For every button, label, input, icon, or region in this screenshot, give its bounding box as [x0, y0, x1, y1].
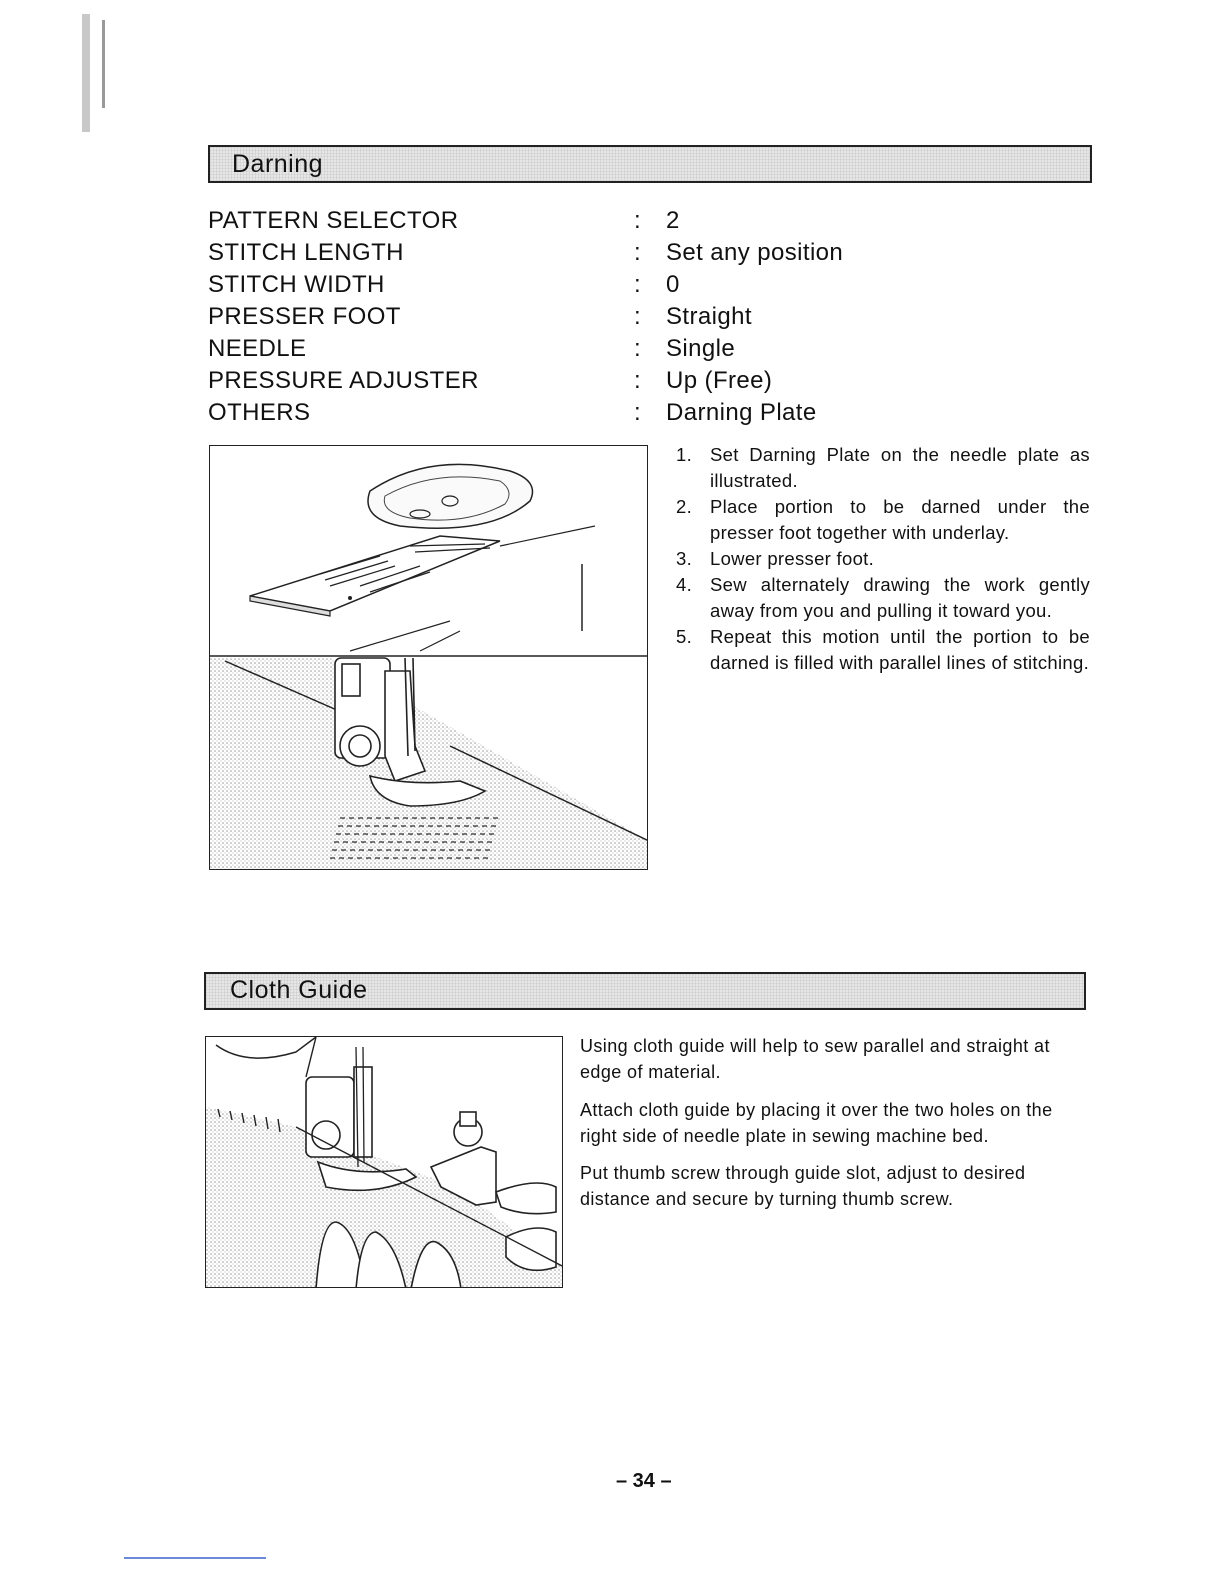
- darning-illustration: [209, 445, 648, 870]
- setting-colon: :: [634, 399, 642, 426]
- setting-colon: :: [634, 239, 642, 266]
- setting-colon: :: [634, 207, 642, 234]
- step-text: Set Darning Plate on the needle plate as illustrated.: [710, 444, 1090, 491]
- setting-colon: :: [634, 303, 642, 330]
- cloth-guide-illustration: [205, 1036, 563, 1288]
- page-number: – 34 –: [616, 1470, 672, 1492]
- cloth-guide-section-header: [204, 972, 1086, 1010]
- setting-value: Set any position: [666, 239, 844, 266]
- list-item: [676, 546, 1090, 572]
- step-number: 2.: [676, 496, 693, 517]
- scan-edge-mark: [82, 14, 90, 132]
- setting-row-others: [208, 397, 1068, 429]
- setting-colon: :: [634, 271, 642, 298]
- list-item: [676, 624, 1090, 676]
- list-item: [676, 572, 1090, 624]
- step-text: Place portion to be darned under the presser foot together with underlay.: [710, 496, 1090, 543]
- setting-label: PRESSER FOOT: [208, 303, 401, 330]
- setting-row-presser-foot: [208, 301, 1068, 333]
- cloth-guide-title: Cloth Guide: [230, 976, 368, 1004]
- setting-label: OTHERS: [208, 399, 311, 426]
- step-number: 5.: [676, 626, 693, 647]
- setting-label: PATTERN SELECTOR: [208, 207, 459, 234]
- setting-value: Straight: [666, 303, 752, 330]
- setting-row-stitch-width: [208, 269, 1068, 301]
- cloth-guide-paragraph: Put thumb screw through guide slot, adjust to desired distance and secure by turning thumb screw.: [580, 1163, 1026, 1209]
- step-number: 1.: [676, 444, 693, 465]
- bottom-rule: [124, 1557, 266, 1559]
- setting-label: STITCH LENGTH: [208, 239, 404, 266]
- setting-value: 2: [666, 207, 680, 234]
- setting-label: STITCH WIDTH: [208, 271, 385, 298]
- cloth-guide-paragraph: Attach cloth guide by placing it over the two holes on the right side of needle plate in sewing machine bed.: [580, 1100, 1053, 1146]
- setting-colon: :: [634, 367, 642, 394]
- setting-value: Darning Plate: [666, 399, 817, 426]
- setting-row-pattern-selector: [208, 205, 1068, 237]
- setting-row-needle: [208, 333, 1068, 365]
- list-item: [676, 494, 1090, 546]
- darning-section-header: [208, 145, 1092, 183]
- setting-value: Up (Free): [666, 367, 773, 394]
- darning-settings: [208, 205, 1068, 429]
- cloth-guide-paragraph: Using cloth guide will help to sew parallel and straight at edge of material.: [580, 1036, 1050, 1082]
- setting-label: PRESSURE ADJUSTER: [208, 367, 479, 394]
- darning-title: Darning: [232, 150, 324, 178]
- setting-label: NEEDLE: [208, 335, 307, 362]
- step-number: 3.: [676, 548, 693, 569]
- setting-value: 0: [666, 271, 680, 298]
- setting-row-stitch-length: [208, 237, 1068, 269]
- list-item: [676, 442, 1090, 494]
- step-text: Sew alternately drawing the work gently away from you and pulling it toward you.: [710, 574, 1090, 621]
- darning-plate-drawing: [210, 446, 648, 870]
- setting-value: Single: [666, 335, 736, 362]
- step-text: Lower presser foot.: [710, 548, 875, 569]
- step-number: 4.: [676, 574, 693, 595]
- setting-row-pressure-adjuster: [208, 365, 1068, 397]
- setting-colon: :: [634, 335, 642, 362]
- cloth-guide-drawing: [206, 1037, 563, 1288]
- scan-edge-mark: [102, 20, 105, 108]
- step-text: Repeat this motion until the portion to be darned is filled with parallel lines of stitching.: [710, 626, 1090, 673]
- darning-steps: [676, 442, 1090, 676]
